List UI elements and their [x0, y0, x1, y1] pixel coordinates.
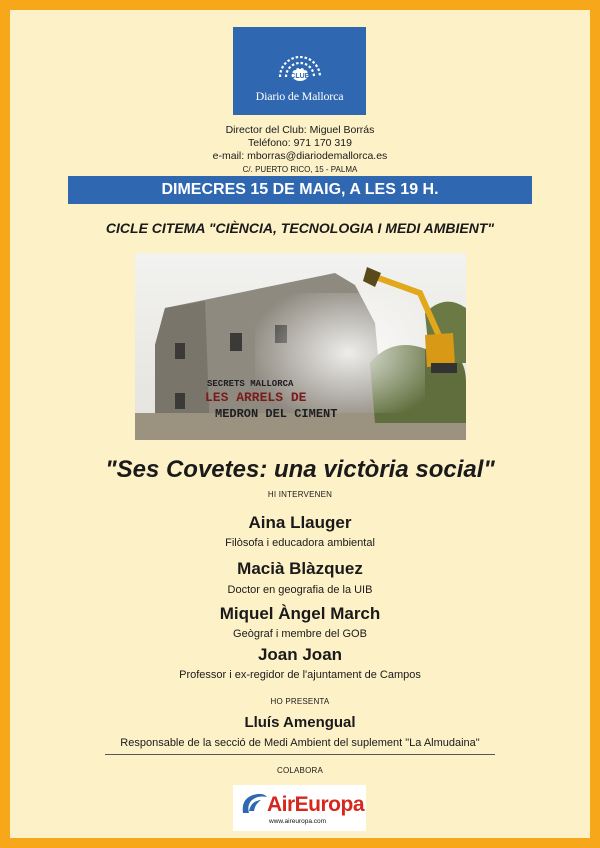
club-logo [233, 27, 366, 115]
graffiti-text-2: LES ARRELS DE [205, 390, 307, 405]
cycle-title: CICLE CITEMA "CIÈNCIA, TECNOLOGIA I MEDI AMBIENT" [105, 220, 495, 236]
speaker-role-4: Professor i ex-regidor de l'ajuntament de Campos [179, 669, 421, 681]
speakers-intro: HI INTERVENEN [267, 490, 333, 499]
club-emblem-icon [276, 37, 324, 83]
demolition-photo [135, 253, 466, 440]
date-banner: DIMECRES 15 DE MAIG, A LES 19 H. [68, 176, 532, 204]
speaker-role-1: Filòsofa i educadora ambiental [225, 537, 375, 549]
sponsor-website: www.aireuropa.com [269, 818, 327, 825]
graffiti-text-1: SECRETS MALLORCA [207, 379, 294, 389]
divider-line [105, 754, 495, 755]
logo-name: Diario de Mallorca [255, 89, 344, 103]
email-line: e-mail: mborras@diariodemallorca.es [212, 150, 388, 162]
speaker-name-4: Joan Joan [257, 645, 343, 664]
speaker-role-3: Geògraf i membre del GOB [233, 628, 367, 640]
sponsor-brand: AirEuropa [267, 793, 365, 816]
speaker-name-2: Macià Blàzquez [237, 559, 363, 578]
phone-line: Teléfono: 971 170 319 [248, 137, 352, 149]
aireuropa-swoosh-icon [239, 791, 269, 817]
contact-block [10, 124, 590, 176]
sponsor-intro: COLABORA [276, 766, 324, 775]
poster [10, 10, 590, 838]
presenter-name: Lluís Amengual [244, 714, 356, 731]
director-line: Director del Club: Miguel Borrás [225, 124, 375, 136]
sponsor-logo [233, 785, 366, 831]
graffiti-text-3: MEDRON DEL CIMENT [215, 407, 338, 421]
demolition-illustration [135, 253, 466, 440]
event-title: "Ses Covetes: una victòria social" [105, 456, 495, 483]
speaker-role-2: Doctor en geografia de la UIB [227, 584, 373, 596]
presenter-intro: HO PRESENTA [270, 697, 330, 706]
presenter-role: Responsable de la secció de Medi Ambient del suplement "La Almudaina" [120, 737, 480, 749]
speaker-name-1: Aina Llauger [248, 513, 352, 532]
club-badge-text: CLUB [290, 73, 310, 80]
speaker-name-3: Miquel Àngel March [219, 604, 381, 623]
address-line: C/. PUERTO RICO, 15 - PALMA [242, 165, 358, 174]
